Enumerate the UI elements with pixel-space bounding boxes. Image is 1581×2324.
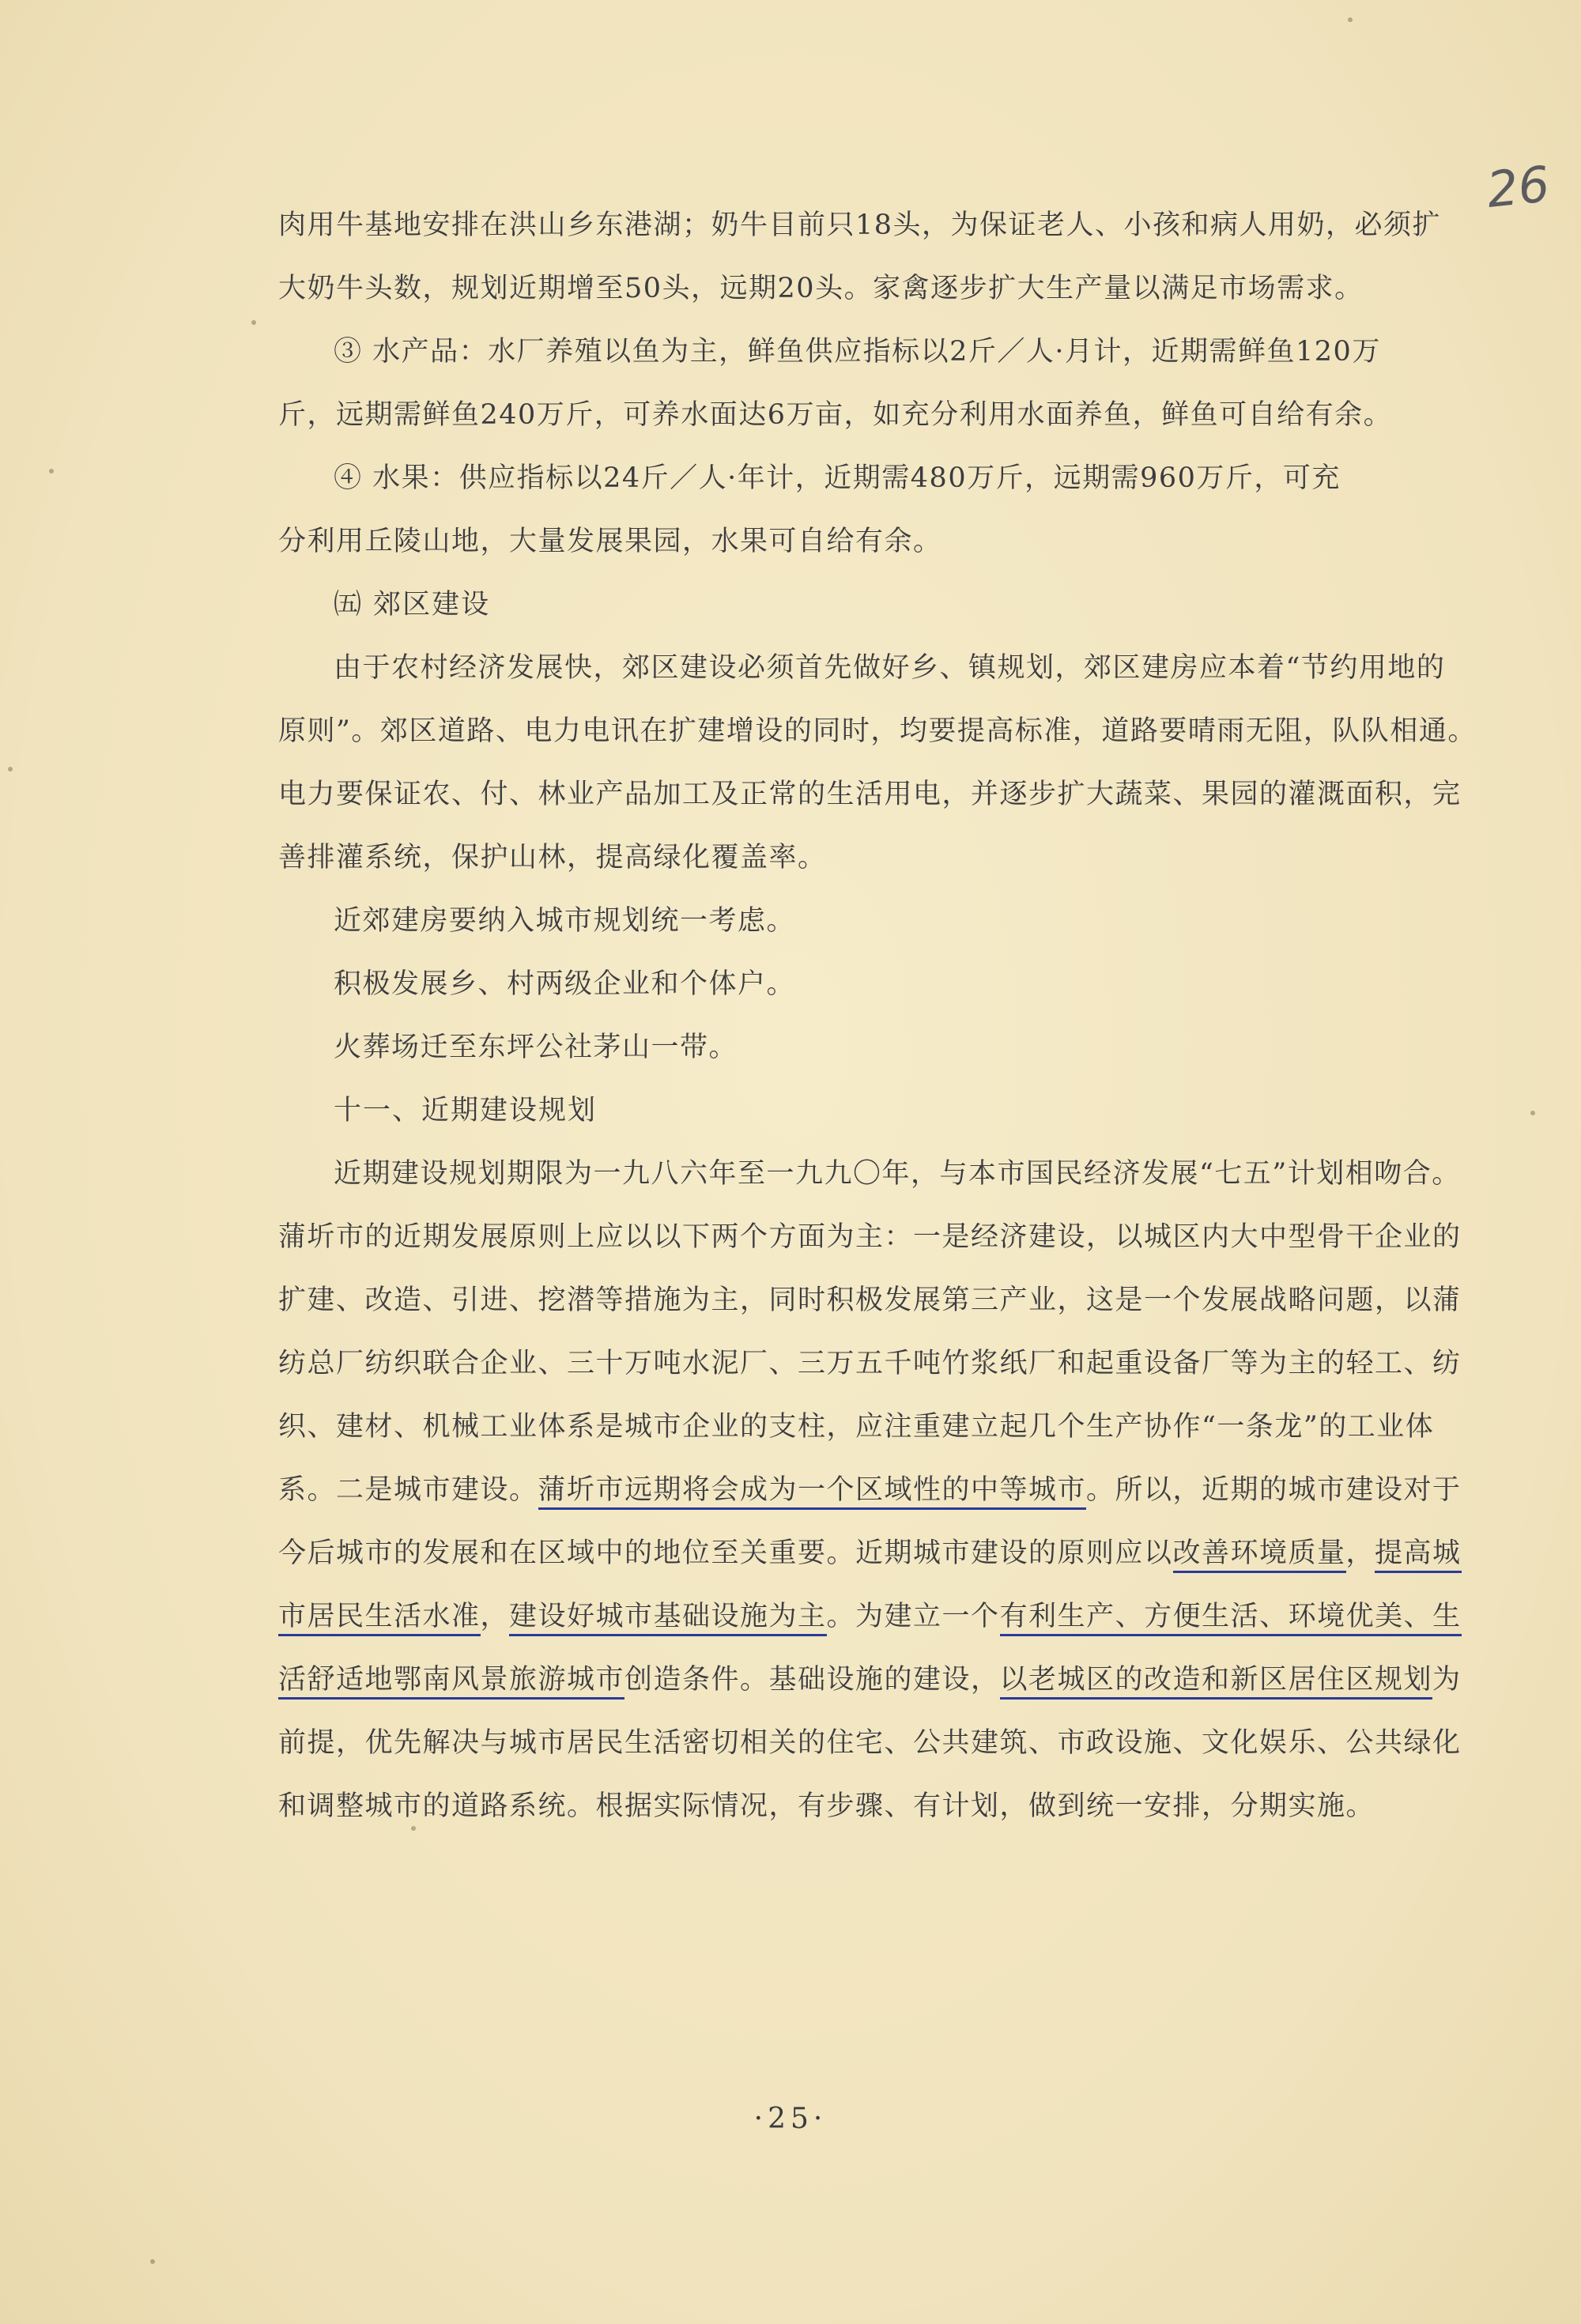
- text-line: 前提，优先解决与城市居民生活密切相关的住宅、公共建筑、市政设施、文化娱乐、公共绿化: [278, 1727, 1462, 1759]
- underlined-phrase: 以老城区的改造和新区居住区规划: [1000, 1664, 1433, 1700]
- text-line: 扩建、改造、引进、挖潜等措施为主，同时积极发展第三产业，这是一个发展战略问题，以蒲: [278, 1285, 1462, 1316]
- underlined-phrase: 蒲圻市远期将会成为一个区域性的中等城市: [538, 1474, 1087, 1510]
- text-line: 由于农村经济发展快，郊区建设必须首先做好乡、镇规划，郊区建房应本着“节约用地的: [334, 652, 1446, 684]
- text-line-underlined: [278, 1648, 1462, 1711]
- text-line: 近期建设规划期限为一九八六年至一九九〇年，与本市国民经济发展“七五”计划相吻合。: [334, 1158, 1461, 1190]
- text-segment: 创造条件。基础设施的建设，: [624, 1664, 1000, 1696]
- text-line: 织、建材、机械工业体系是城市企业的支柱，应注重建立起几个生产协作“一条龙”的工业体: [278, 1411, 1435, 1443]
- document-body: [278, 194, 1477, 1838]
- text-segment: ，: [1345, 1537, 1375, 1569]
- text-line: 大奶牛头数，规划近期增至50头，远期20头。家禽逐步扩大生产量以满足市场需求。: [278, 273, 1364, 304]
- paper-speck: [411, 1826, 416, 1831]
- paper-speck: [251, 320, 256, 325]
- paper-speck: [150, 2259, 155, 2264]
- text-line: ④ 水果：供应指标以24斤／人·年计，近期需480万斤，远期需960万斤，可充: [334, 462, 1341, 494]
- text-line: 肉用牛基地安排在洪山乡东港湖；奶牛目前只18头，为保证老人、小孩和病人用奶，必须扩: [278, 209, 1442, 241]
- paper-speck: [1348, 17, 1353, 22]
- text-line: 斤，远期需鲜鱼240万斤，可养水面达6万亩，如充分利用水面养鱼，鲜鱼可自给有余。: [278, 399, 1393, 431]
- text-segment: 。为建立一个: [826, 1601, 1000, 1632]
- page-number: ·25·: [753, 2103, 828, 2135]
- underlined-phrase: 有利生产、方便生活、环境优美、生: [1000, 1601, 1462, 1636]
- text-segment: 今后城市的发展和在区域中的地位至关重要。近期城市建设的原则应以: [278, 1537, 1173, 1569]
- underlined-phrase: 改善环境质量: [1173, 1537, 1346, 1573]
- text-line: 原则”。郊区道路、电力电讯在扩建增设的同时，均要提高标准，道路要晴雨无阻，队队相通。: [278, 715, 1477, 747]
- text-line: 和调整城市的道路系统。根据实际情况，有步骤、有计划，做到统一安排，分期实施。: [278, 1790, 1375, 1822]
- text-line-underlined: [278, 1585, 1462, 1648]
- paper-speck: [1530, 1111, 1535, 1115]
- underlined-phrase: 市居民生活水准: [278, 1601, 481, 1636]
- underlined-phrase: 建设好城市基础设施为主: [509, 1601, 827, 1636]
- text-line: 电力要保证农、付、林业产品加工及正常的生活用电，并逐步扩大蔬菜、果园的灌溉面积，完: [278, 779, 1462, 810]
- paper-speck: [49, 469, 54, 473]
- paper-speck: [8, 767, 13, 772]
- handwritten-page-number: 26: [1484, 155, 1553, 219]
- text-segment: 为: [1432, 1664, 1462, 1696]
- text-line: ③ 水产品：水厂养殖以鱼为主，鲜鱼供应指标以2斤／人·月计，近期需鲜鱼120万: [334, 336, 1381, 368]
- text-line: 善排灌系统，保护山林，提高绿化覆盖率。: [278, 842, 827, 873]
- text-line: 积极发展乡、村两级企业和个体户。: [334, 968, 796, 1000]
- text-line-underlined: [278, 1522, 1462, 1585]
- section-heading-near-term-plan: 十一、近期建设规划: [334, 1095, 598, 1126]
- text-line: 蒲圻市的近期发展原则上应以以下两个方面为主：一是经济建设，以城区内大中型骨干企业的: [278, 1221, 1462, 1253]
- text-line: 分利用丘陵山地，大量发展果园，水果可自给有余。: [278, 526, 942, 557]
- underlined-phrase: 提高城: [1375, 1537, 1462, 1573]
- text-segment: 。所以，近期的城市建设对于: [1086, 1474, 1462, 1506]
- text-line: 火葬场迁至东坪公社茅山一带。: [334, 1032, 738, 1063]
- section-heading-suburban: ㈤ 郊区建设: [334, 589, 491, 621]
- text-segment: ，: [480, 1601, 510, 1632]
- text-line: 纺总厂纺织联合企业、三十万吨水泥厂、三万五千吨竹浆纸厂和起重设备厂等为主的轻工、纺: [278, 1348, 1462, 1379]
- underlined-phrase: 活舒适地鄂南风景旅游城市: [278, 1664, 624, 1700]
- text-line: 近郊建房要纳入城市规划统一考虑。: [334, 905, 796, 937]
- text-line-underlined: [278, 1458, 1462, 1522]
- text-segment: 系。二是城市建设。: [278, 1474, 538, 1506]
